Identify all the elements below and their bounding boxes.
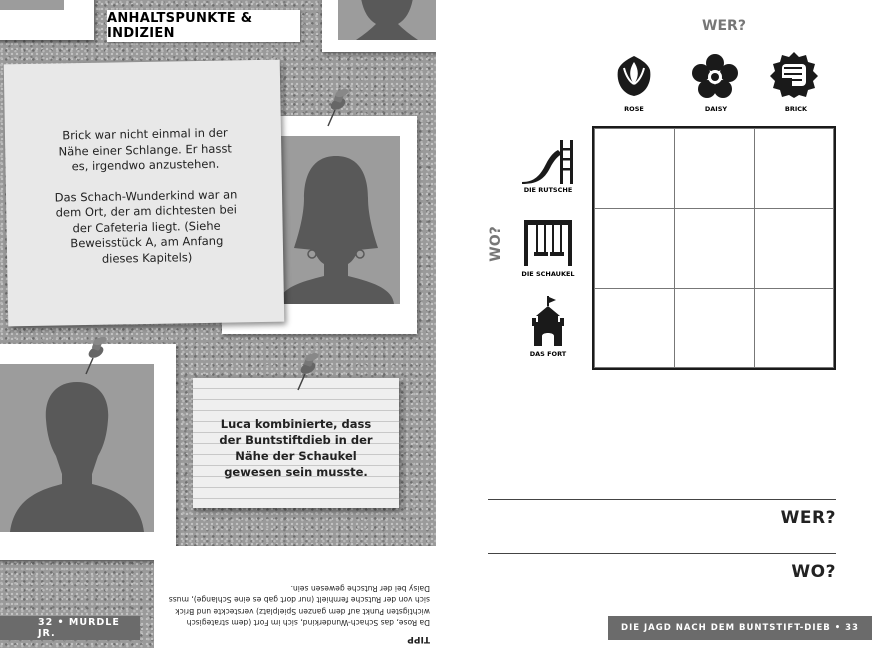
clue-paragraph-1: Brick war nicht einmal in der Nähe einer Schlange. Er hasst es, irgendwo anzustehen. [58,125,232,174]
grid-cell-daisy-slide[interactable] [674,128,755,209]
grid-cell-daisy-swing[interactable] [674,208,755,289]
fort-icon [528,296,568,346]
photo-frame-partial-top-right [322,0,436,52]
page-number-left: 32 • MURDLE JR. [38,617,120,639]
photo-image [338,0,436,40]
answer-line-who[interactable] [488,499,836,500]
suspect-label-rose: ROSE [624,105,644,113]
clue-paragraph-2: Das Schach-Wunderkind war an dem Ort, der am dichtesten bei der Cafeteria liegt. (Siehe Beweisstück A, am Anfang dieses Kapitels) [54,186,238,266]
answer-label-who: WER? [780,508,836,528]
tip-text: Da Rose, das Schach-Wunderkind, sich im Fort (dem strategisch wichtigsten Punkt auf dem ganzen Spielplatz) versteckte und Brick sich von der Rutsche fernhielt (nur dort gab es eine Schlange), muss Daisy bei der Rutsche gewesen sein. [168,584,430,628]
where-heading: WO? [488,226,504,262]
silhouette-icon [338,0,436,40]
photo-frame-partial-top-left [0,0,94,40]
clue-text [49,125,243,267]
answer-line-where[interactable] [488,553,836,554]
answer-label-where: WO? [791,562,836,582]
tip-content [160,550,430,644]
grid-cell-rose-fort[interactable] [594,288,675,368]
photo-image [0,0,64,10]
grid-cell-brick-fort[interactable] [754,288,834,368]
location-label-swing: DIE SCHAUKEL [521,270,575,278]
grid-cell-rose-slide[interactable] [594,128,675,209]
daisy-icon [690,52,740,98]
tip-heading: TIPP [407,634,430,644]
footer-left [0,616,140,640]
who-heading: WER? [702,18,746,34]
footer-right [608,616,872,640]
pushpin-icon [290,352,320,394]
swing-icon [522,218,574,266]
suspect-label-daisy: DAISY [704,105,728,113]
location-label-fort: DAS FORT [529,350,567,358]
page-number-right: DIE JAGD NACH DEM BUNTSTIFT-DIEB • 33 [621,623,859,633]
photo-image [0,364,154,532]
man-silhouette-icon [0,364,154,532]
deduction-note [193,378,399,508]
woman-silhouette-icon [272,136,400,304]
grid-cell-brick-swing[interactable] [754,208,834,289]
logic-grid [592,126,836,370]
right-page [436,0,872,648]
grid-cell-brick-slide[interactable] [754,128,834,209]
grid-cell-daisy-fort[interactable] [674,288,755,368]
suspect-label-brick: BRICK [784,105,808,113]
tip-box [154,546,436,648]
pushpin-icon [320,88,350,130]
section-title [107,10,300,42]
brick-fist-icon [770,50,818,98]
deduction-text: Luca kombinierte, dass der Buntstiftdieb in der Nähe der Schaukel gewesen sein musste. [219,417,373,479]
clue-sticky-note [4,60,285,327]
rose-icon [610,50,658,98]
slide-icon [520,138,576,184]
location-label-slide: DIE RUTSCHE [523,186,573,194]
photo-image [272,136,400,304]
section-title-text: ANHALTSPUNKTE & INDIZIEN [107,11,253,41]
grid-cell-rose-swing[interactable] [594,208,675,289]
pushpin-icon [80,336,110,378]
